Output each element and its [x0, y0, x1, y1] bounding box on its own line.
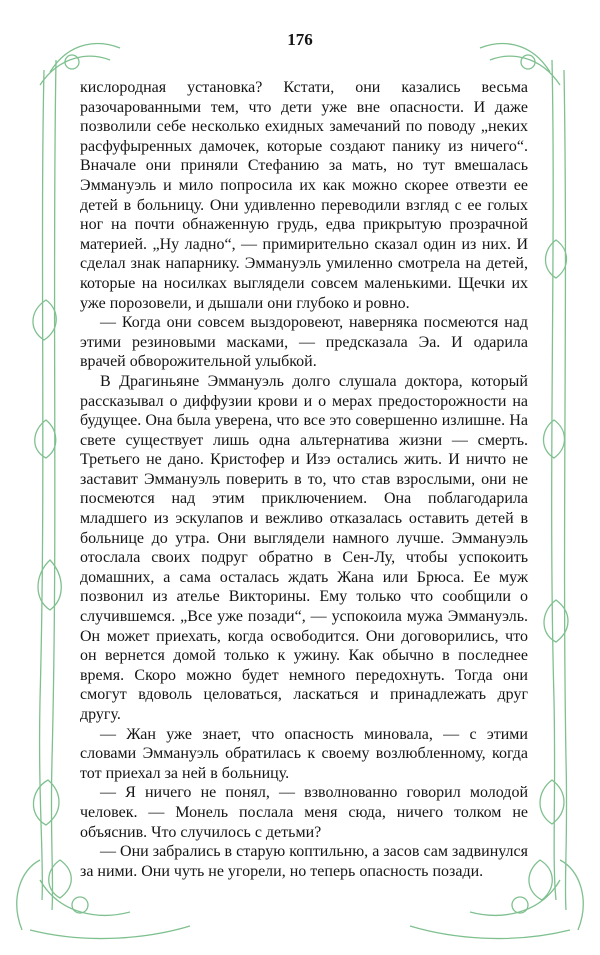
paragraph: кислородная установка? Кстати, они казались весьма разочарованными тем, что дети уже вне опасности. И даже позволили себе несколько ехидных замечаний по поводу „неких расфуфыренных дамочек, которые создают панику из ничего“. Вначале они приняли Стефанию за мать, но тут вмешалась Эммануэль и мило попросила их как можно скорее отвезти ее детей в больницу. Они удивленно переводили взгляд с ее голых ног на почти обнаженную грудь, едва прикрытую прозрачной материей. „Ну ладно“, — примирительно сказал один из них. И сделал знак напарнику. Эммануэль умиленно смотрела на детей, которые на носилках выглядели совсем маленькими. Щечки их уже порозовели, и дышали они глубоко и ровно.	[80, 79, 528, 312]
paragraph: — Жан уже знает, что опасность миновала, — с этими словами Эммануэль обратилась к своему возлюбленному, когда тот приехал за ней в больницу.	[80, 725, 528, 782]
paragraph: — Я ничего не понял, — взволнованно говорил молодой человек. — Монель послала меня сюда, ничего толком не объяснив. Что случилось с детьми?	[80, 784, 528, 841]
body-text	[80, 78, 528, 881]
page-number: 176	[287, 30, 313, 49]
paragraph: — Когда они совсем выздоровеют, наверняка посмеются над этими резиновыми масками, — предсказала Эа. И одарила врачей обворожительной улыбкой.	[80, 314, 528, 371]
paragraph: — Они забрались в старую коптильню, а засов сам задвинулся за ними. Они чуть не угорели, но теперь опасность позади.	[80, 843, 528, 880]
paragraph: В Драгиньяне Эммануэль долго слушала доктора, который рассказывал о диффузии крови и о мерах предосторожности на будущее. Она была уверена, что все это совершенно излишне. На свете существует лишь одна альтернатива жизни — смерть. Третьего не дано. Кристофер и Изэ остались жить. И ничто не заставит Эммануэль поверить в то, что став взрослыми, они не посмеются над этим приключением. Она поблагодарила младшего из эскулапов и вежливо отказалась оставить детей в больнице до утра. Они выглядели намного лучше. Эммануэль отослала своих подруг обратно в Сен-Лу, чтобы успокоить домашних, а сама осталась ждать Жана или Брюса. Ее муж позвонил из ателье Викторины. Ему только что сообщили о случившемся. „Все уже позади“, — успокоила мужа Эммануэль. Он может приехать, когда освободится. Они договорились, что он вернется домой только к ужину. Как обычно в последнее время. Скоро можно будет немного передохнуть. Тогда они смогут вдоволь целоваться, ласкаться и принадлежать друг другу.	[80, 372, 528, 723]
